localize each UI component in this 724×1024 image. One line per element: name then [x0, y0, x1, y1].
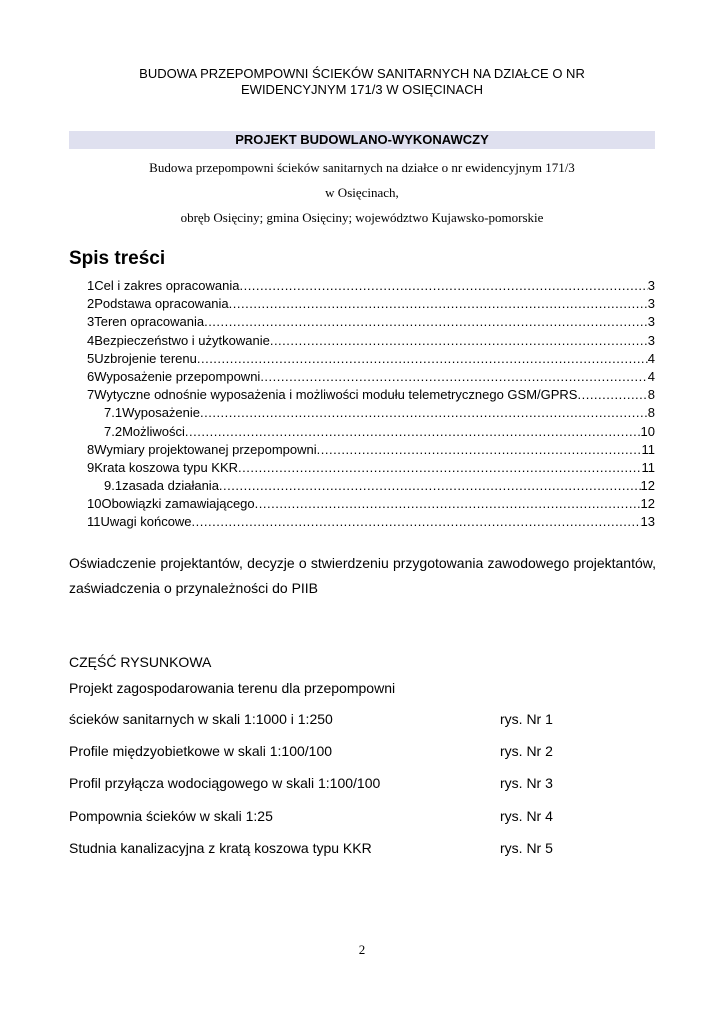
- toc-entry-page: 10: [640, 423, 655, 439]
- drawing-title: Pompownia ścieków w skali 1:25: [69, 808, 273, 824]
- toc-entry-page: 11: [641, 441, 655, 457]
- toc-entry[interactable]: [87, 332, 655, 350]
- toc-entry-page: 3: [647, 332, 655, 348]
- toc-entry-page: 4: [647, 350, 655, 366]
- drawing-ref: rys. Nr 5: [500, 840, 553, 856]
- project-description-line-1: Budowa przepompowni ścieków sanitarnych na działce o nr ewidencyjnym 171/3: [149, 160, 575, 175]
- project-description-line-3: obręb Osięciny; gmina Osięciny; województwo Kujawsko-pomorskie: [180, 210, 544, 225]
- toc-entry-page: 4: [647, 368, 655, 384]
- table-of-contents: [87, 277, 655, 532]
- toc-entry[interactable]: [87, 277, 655, 295]
- toc-subentry[interactable]: [87, 423, 655, 441]
- toc-subentry[interactable]: [87, 404, 655, 422]
- toc-entry[interactable]: [87, 350, 655, 368]
- toc-entry[interactable]: [87, 313, 655, 331]
- page-number: 2: [358, 942, 366, 957]
- drawing-title: ścieków sanitarnych w skali 1:1000 i 1:250: [69, 711, 333, 727]
- toc-entry[interactable]: [87, 459, 655, 477]
- toc-entry-label: 11Uwagi końcowe: [87, 514, 192, 530]
- toc-entry-page: 8: [647, 387, 655, 403]
- toc-entry-page: 12: [640, 496, 655, 512]
- toc-entry-label: 7.1Wyposażenie: [104, 405, 200, 421]
- toc-entry-label: 6Wyposażenie przepompowni: [87, 368, 261, 384]
- drawing-ref: rys. Nr 3: [500, 775, 553, 791]
- toc-entry[interactable]: [87, 441, 655, 459]
- toc-entry-page: 12: [640, 478, 655, 494]
- toc-entry-label: 7Wytyczne odnośnie wyposażenia i możliwości modułu telemetrycznego GSM/GPRS: [87, 387, 578, 403]
- toc-entry-label: 7.2Możliwości: [104, 423, 185, 439]
- toc-entry-page: 8: [647, 405, 655, 421]
- toc-entry[interactable]: [87, 513, 655, 531]
- toc-entry-page: 11: [641, 459, 655, 475]
- toc-entry-label: 4Bezpieczeństwo i użytkowanie: [87, 332, 270, 348]
- drawings-heading: CZĘŚĆ RYSUNKOWA: [69, 654, 212, 670]
- toc-entry-label: 10Obowiązki zamawiającego: [87, 496, 255, 512]
- toc-entry-label: 8Wymiary projektowanej przepompowni: [87, 441, 317, 457]
- toc-entry-label: 1Cel i zakres opracowania: [87, 278, 240, 293]
- project-type-band: PROJEKT BUDOWLANO-WYKONAWCZY: [69, 131, 655, 149]
- project-description-line-2: w Osięcinach,: [325, 185, 399, 200]
- toc-entry[interactable]: [87, 386, 655, 404]
- drawing-title: Profile międzyobietkowe w skali 1:100/100: [69, 743, 333, 759]
- drawing-title: Studnia kanalizacyjna z kratą koszowa typu KKR: [69, 840, 372, 856]
- toc-entry-label: 3Teren opracowania: [87, 314, 205, 330]
- toc-subentry[interactable]: [87, 477, 655, 495]
- toc-entry-page: 13: [640, 514, 655, 530]
- toc-entry-label: 9.1zasada działania: [104, 478, 219, 494]
- drawing-title: Profil przyłącza wodociągowego w skali 1:100/100: [69, 775, 381, 791]
- toc-entry-label: 9Krata koszowa typu KKR: [87, 459, 239, 475]
- toc-entry-page: 3: [647, 296, 655, 312]
- toc-entry[interactable]: [87, 495, 655, 513]
- drawing-ref: rys. Nr 2: [500, 743, 553, 759]
- document-title: [69, 66, 655, 98]
- statement-paragraph: Oświadczenie projektantów, decyzje o stwierdzeniu przygotowania zawodowego projektantów, zaświadczenia o przynależności do PIIB: [69, 555, 656, 596]
- toc-entry[interactable]: [87, 368, 655, 386]
- toc-entry[interactable]: [87, 295, 655, 313]
- toc-entry-label: 2Podstawa opracowania: [87, 296, 229, 312]
- drawings-intro: Projekt zagospodarowania terenu dla przepompowni: [69, 680, 396, 696]
- toc-entry-page: 3: [647, 278, 655, 293]
- toc-entry-label: 5Uzbrojenie terenu: [87, 350, 197, 366]
- drawing-ref: rys. Nr 1: [500, 711, 553, 727]
- toc-entry-page: 3: [647, 314, 655, 330]
- title-line-2: EWIDENCYJNYM 171/3 W OSIĘCINACH: [241, 82, 483, 97]
- toc-heading: Spis treści: [69, 248, 166, 269]
- title-line-1: BUDOWA PRZEPOMPOWNI ŚCIEKÓW SANITARNYCH NA DZIAŁCE O NR: [139, 66, 585, 81]
- drawing-ref: rys. Nr 4: [500, 808, 553, 824]
